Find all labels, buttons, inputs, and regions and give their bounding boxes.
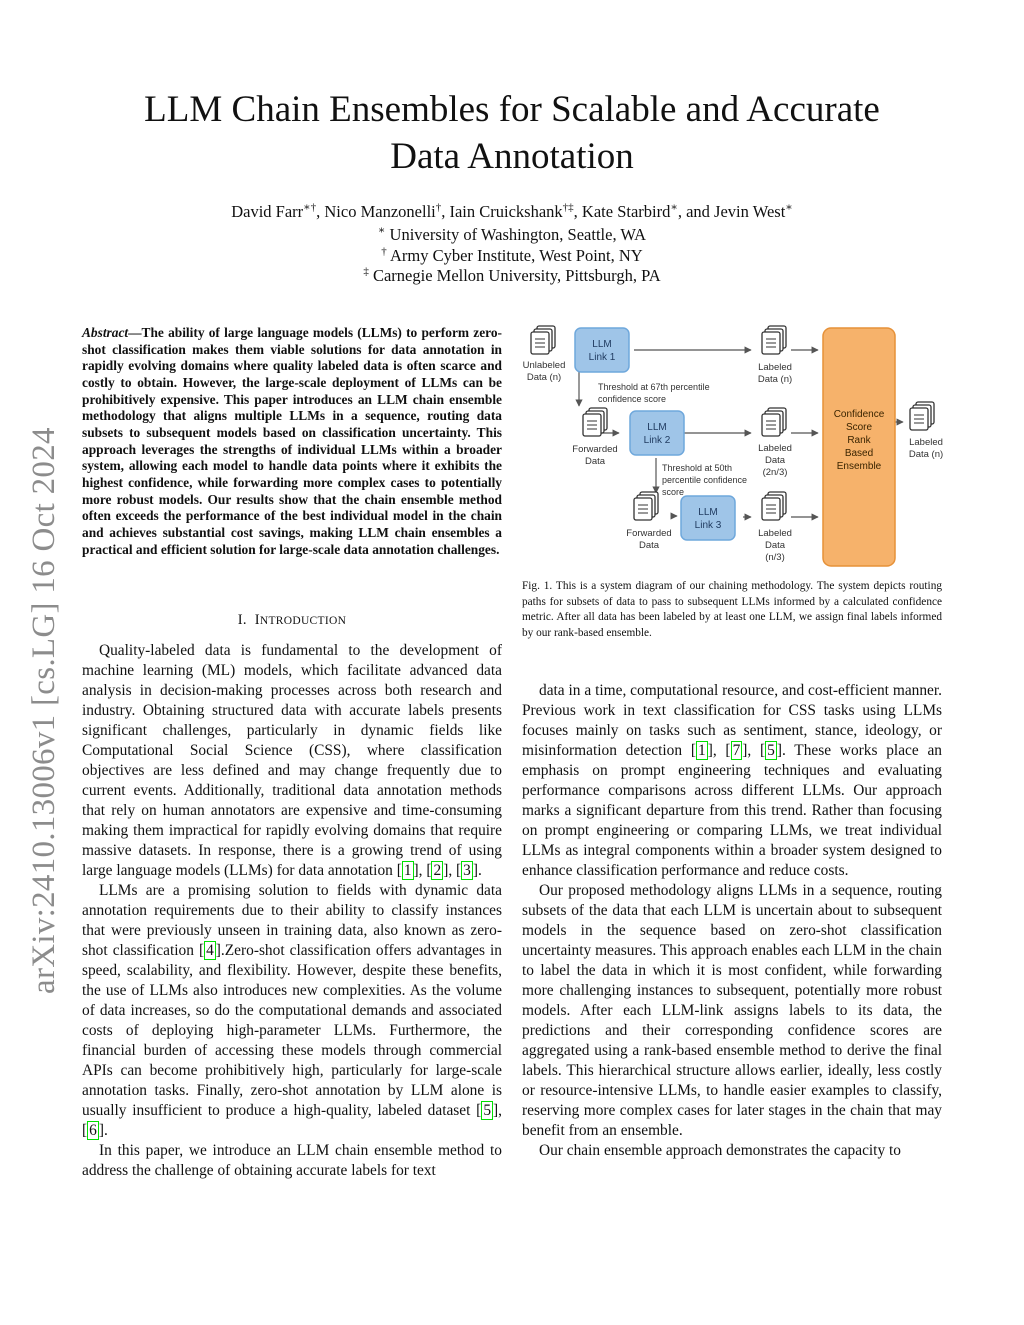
affiliation-2 [60,246,964,266]
section-heading-introduction [82,612,502,629]
ensemble-label: Score [845,422,873,433]
ensemble-label: Ensemble [836,461,882,472]
author-name: David Farr [231,202,304,221]
author-name: Jevin West [714,202,786,221]
labeled-data-icon [762,492,786,520]
llm-link-1-label: Link 1 [588,352,616,363]
llm-link-3-label: LLM [698,507,718,518]
final-labeled-data-icon [910,402,934,430]
body-paragraph [522,1141,942,1161]
paragraph-text: ]. [98,1122,108,1139]
threshold-1-label: Threshold at 67th percentile [598,382,710,392]
author-affiliation-mark: ∗ [670,201,678,214]
body-paragraph [82,881,502,1141]
author-affiliation-mark: † [435,201,442,214]
paragraph-text: data in a time, computational resource, and cost-efficient manner. Previous work in text classification for CSS tasks using LLMs focuses mainly on tasks such as sentiment, stance, ideology, or misinformation detection [ [522,682,942,759]
system-diagram-figure [519,322,955,567]
labeled-data-2-label: Data [764,455,786,466]
paragraph-text: ], [ [742,742,766,759]
final-labeled-data-label: Data (n) [908,449,944,460]
citation-link[interactable]: 6 [89,1122,97,1139]
title-line-2: Data Annotation [390,136,634,177]
author-separator: , [677,202,687,221]
paragraph-text: In this paper, we introduce an LLM chain ensemble method to address the challenge of obtaining accurate labels for text [82,1142,502,1179]
section-number: I. [237,612,247,628]
title-line-1: LLM Chain Ensembles for Scalable and Accurate [144,89,880,130]
affiliation-mark: † [381,245,387,258]
paragraph-text: Quality-labeled data is fundamental to the development of machine learning (ML) models, which facilitate advanced data analysis in decision-making processes across both research and industry. Obtaining structured data with accurate labels presents significant challenges, particularly in dynamic fields like Computational Social Science (CSS), where classification objectives are less defined and may change frequently due to current events. Additionally, traditional data annotation methods that rely on human annotators are expensive and time-consuming making them impractical for rapidly evolving domains that require massive datasets. In response, there is a growing trend of using large language models (LLMs) for data annotation [ [82,642,502,879]
author-name: Iain Cruickshank [449,202,563,221]
final-labeled-data-label: Labeled [909,437,943,448]
labeled-data-3-label: Labeled [758,528,792,539]
threshold-1-label: confidence score [598,394,667,404]
paragraph-text: ], [ [707,742,731,759]
left-column-body [82,641,502,1181]
llm-link-2-label: LLM [647,422,667,433]
paragraph-text: ]. These works place an emphasis on prompt engineering techniques and evaluating performance comparisons across different LLMs. Our approach marks a significant departure from this trend. Rather than focusing on prompt engineering or comparing LLMs, we treat individual LLMs as integral components within a broader system designed to enhance classification performance and reduce costs. [522,742,942,879]
ensemble-label: Rank [847,435,871,446]
forwarded-data-icon [583,408,607,436]
unlabeled-data-label: Data (n) [526,372,562,383]
llm-link-1-box [575,328,629,372]
author-separator: and [686,202,715,221]
abstract [82,325,502,558]
labeled-data-1-label: Data (n) [757,374,793,385]
llm-link-2-label: Link 2 [643,435,671,446]
author-list: David Farr∗†, Nico Manzonelli†, Iain Cruickshank†‡, Kate Starbird∗, and Jevin West∗ [231,201,793,221]
labeled-data-3-label: (n/3) [765,552,785,563]
ensemble-box [823,328,895,566]
citation-link[interactable]: 5 [483,1102,492,1119]
threshold-2-label: score [662,487,685,497]
citation-link[interactable]: 3 [463,862,471,879]
paragraph-text: ], [ [82,1102,502,1139]
forwarded-data-icon [634,492,658,520]
llm-link-3-label: Link 3 [694,520,722,531]
affiliation-text: University of Washington, Seattle, WA [389,225,647,244]
citation-link[interactable]: 2 [433,862,442,879]
author-affiliation-mark: ∗† [303,201,317,214]
abstract-text: The ability of large language models (LLMs) to perform zero-shot classification makes them viable solutions for data annotation in rapidly evolving domains where quality labeled data is often scarce and costly to obtain. However, the large-scale deployment of LLMs can be prohibitively expensive. This paper introduces an LLM chain ensemble methodology that aligns multiple LLMs in a sequence, routing data subsets to subsequent models based on classification uncertainty. This approach leverages the strengths of individual LLMs within a broader system, allowing each model to handle data points where it exhibits the highest confidence, while forwarding more complex cases to potentially more robust models. Our results show that the chain ensemble method often exceeds the performance of the best individual model in the chain and achieves substantial cost savings, making LLM chain ensembles a practical and efficient solution for large-scale data annotation challenges. [82,325,502,557]
section-title-rest: NTRODUCTION [259,615,347,627]
citation-link[interactable]: 4 [206,942,214,959]
affiliation-mark: ‡ [363,265,369,278]
ensemble-label: Based [844,448,874,459]
labeled-data-3-label: Data [764,540,786,551]
system-diagram [519,322,955,567]
affiliation-text: Carnegie Mellon University, Pittsburgh, PA [372,266,661,285]
right-column-body [522,681,942,1161]
labeled-data-icon [762,326,786,354]
abstract-label: Abstract [82,325,129,340]
paragraph-text: Our proposed methodology aligns LLMs in a sequence, routing subsets of the data that each LLM is uncertain about to subsequent models in the sequence based on zero-shot classification uncertainty measures. This approach enables each LLM in the chain to label the data in which it is most confident, while forwarding more challenging instances to subsequent, potentially more robust models. After each LLM-link assigns labels to its data, the predictions and their corresponding confidence scores are aggregated using a rank-based ensemble method to derive the final labels. This hierarchical structure allows earlier, ideally, less costly or resource-intensive LLMs, to handle easier examples to classify, reserving more complex cases for later stages in the chain that may benefit from an ensemble. [522,882,942,1139]
llm-link-2-box [630,411,684,455]
labeled-data-1-label: Labeled [758,362,792,373]
paragraph-text: ], [ [413,862,432,879]
paragraph-text: ].Zero-shot classification offers advantages in speed, scalability, and flexibility. However, despite these benefits, the use of LLMs also introduces new complexities. As the volume of data increases, so do the computational demands and associated costs of deploying high-parameter LLMs. Furthermore, the financial burden of accessing these models through commercial APIs can become prohibitively high, particularly for large-scale annotation tasks. Finally, zero-shot annotation by LLM alone is usually insufficient to produce a high-quality, labeled dataset [ [82,942,502,1119]
citation-link[interactable]: 7 [732,742,741,759]
author-affiliation-mark: ∗ [785,201,793,214]
author-name: Kate Starbird [581,202,671,221]
forwarded-data-1-label: Data [584,456,606,467]
author-name: Nico Manzonelli [324,202,436,221]
forwarded-data-2-label: Forwarded [626,528,672,539]
unlabeled-data-label: Unlabeled [522,360,566,371]
forwarded-data-2-label: Data [638,540,660,551]
body-paragraph [82,1141,502,1181]
threshold-2-label: percentile confidence [662,475,748,485]
labeled-data-2-label: (2n/3) [762,467,788,478]
threshold-2-label: Threshold at 50th [662,463,733,473]
body-paragraph [82,641,502,881]
arxiv-identifier: arXiv:2410.13006v1 [cs.LG] 16 Oct 2024 [26,427,62,994]
labeled-data-2-label: Labeled [758,443,792,454]
affiliation-mark: ∗ [377,224,386,237]
paragraph-text: ]. [472,862,482,879]
figure-caption: Fig. 1. This is a system diagram of our chaining methodology. The system depicts routing paths for subsets of data to pass to subsequent LLMs informed by a calculated confidence metric. After all data has been labeled by at least one LLM, we assign final labels informed by our rank-based ensemble. [522,580,942,639]
body-paragraph [522,681,942,881]
paragraph-text: Our chain ensemble approach demonstrates the capacity to [539,1142,901,1159]
llm-link-3-box [681,496,735,540]
body-paragraph [522,881,942,1141]
affiliation-1 [60,225,964,245]
paper-title [60,86,964,180]
citation-link[interactable]: 5 [767,742,775,759]
paragraph-text: ], [ [443,862,462,879]
forwarded-data-1-label: Forwarded [572,444,618,455]
section-title-cap: I [254,612,260,628]
ensemble-label: Confidence [833,409,885,420]
citation-link[interactable]: 1 [697,742,706,759]
author-affiliation-mark: †‡ [562,201,574,214]
affiliation-3 [60,266,964,286]
paragraph-text: LLMs are a promising solution to fields with dynamic data annotation requirements due to their ability to classify instances that were previously unseen in training data, also known as zero-shot classification [ [82,882,502,959]
abstract-dash: — [128,325,142,340]
citation-link[interactable]: 1 [403,862,412,879]
unlabeled-data-icon [531,326,555,354]
affiliation-text: Army Cyber Institute, West Point, NY [389,246,643,265]
llm-link-1-label: LLM [592,339,612,350]
labeled-data-icon [762,408,786,436]
